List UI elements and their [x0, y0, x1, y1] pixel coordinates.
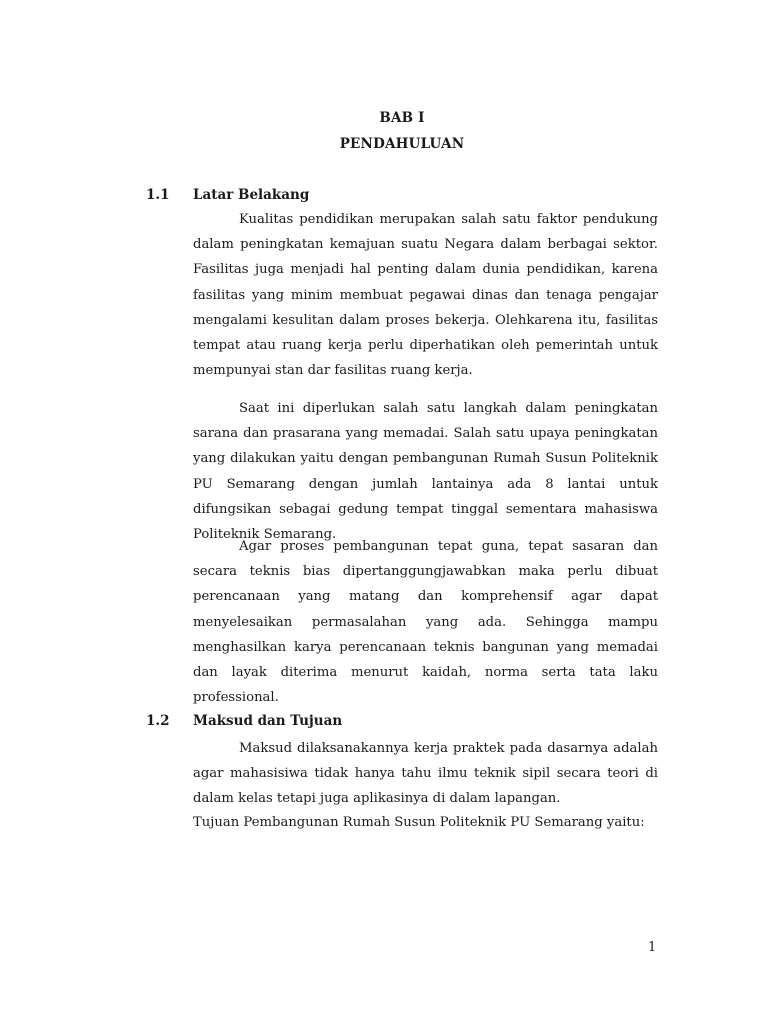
section-title: Latar Belakang: [193, 187, 310, 203]
section-title: Maksud dan Tujuan: [193, 713, 343, 729]
chapter-title: PENDAHULUAN: [339, 136, 465, 152]
paragraph-latar-belakang-1: Kualitas pendidikan merupakan salah satu faktor pendukung dalam peningkatan kemajuan suatu Negara dalam berbagai sektor. Fasilitas juga menjadi hal penting dalam dunia pendidikan, karena fasilitas yang minim membuat pegawai dinas dan tenaga pengajar mengalami kesulitan dalam proses bekerja. Olehkarena itu, fasilitas tempat atau ruang kerja perlu diperhatikan oleh pemerintah untuk mempunyai stan dar fasilitas ruang kerja.: [193, 212, 658, 379]
paragraph-latar-belakang-3: Agar proses pembangunan tepat guna, tepat sasaran dan secara teknis bias dipertanggungjawabkan maka perlu dibuat perencanaan yang matang dan komprehensif agar dapat menyelesaikan permasalahan yang ada. Sehingga mampu menghasilkan karya perencanaan teknis bangunan yang memadai dan layak diterima menurut kaidah, norma serta tata laku professional.: [193, 539, 658, 706]
section-number: 1.1: [146, 187, 170, 203]
paragraph-maksud: Maksud dilaksanakannya kerja praktek pada dasarnya adalah agar mahasisiwa tidak hanya tahu ilmu teknik sipil secara teori di dalam kelas tetapi juga aplikasinya di dalam lapangan.: [193, 741, 658, 807]
page-number: 1: [648, 940, 657, 955]
chapter-number: BAB I: [379, 110, 425, 126]
paragraph-latar-belakang-2: Saat ini diperlukan salah satu langkah dalam peningkatan sarana dan prasarana yang memadai. Salah satu upaya peningkatan yang dilakukan yaitu dengan pembangunan Rumah Susun Politeknik PU Semarang dengan jumlah lantainya ada 8 lantai untuk difungsikan sebagai gedung tempat tinggal sementara mahasiswa Politeknik Semarang.: [193, 401, 658, 543]
section-number: 1.2: [146, 713, 170, 729]
paragraph-tujuan: Tujuan Pembangunan Rumah Susun Politeknik PU Semarang yaitu:: [193, 815, 645, 830]
